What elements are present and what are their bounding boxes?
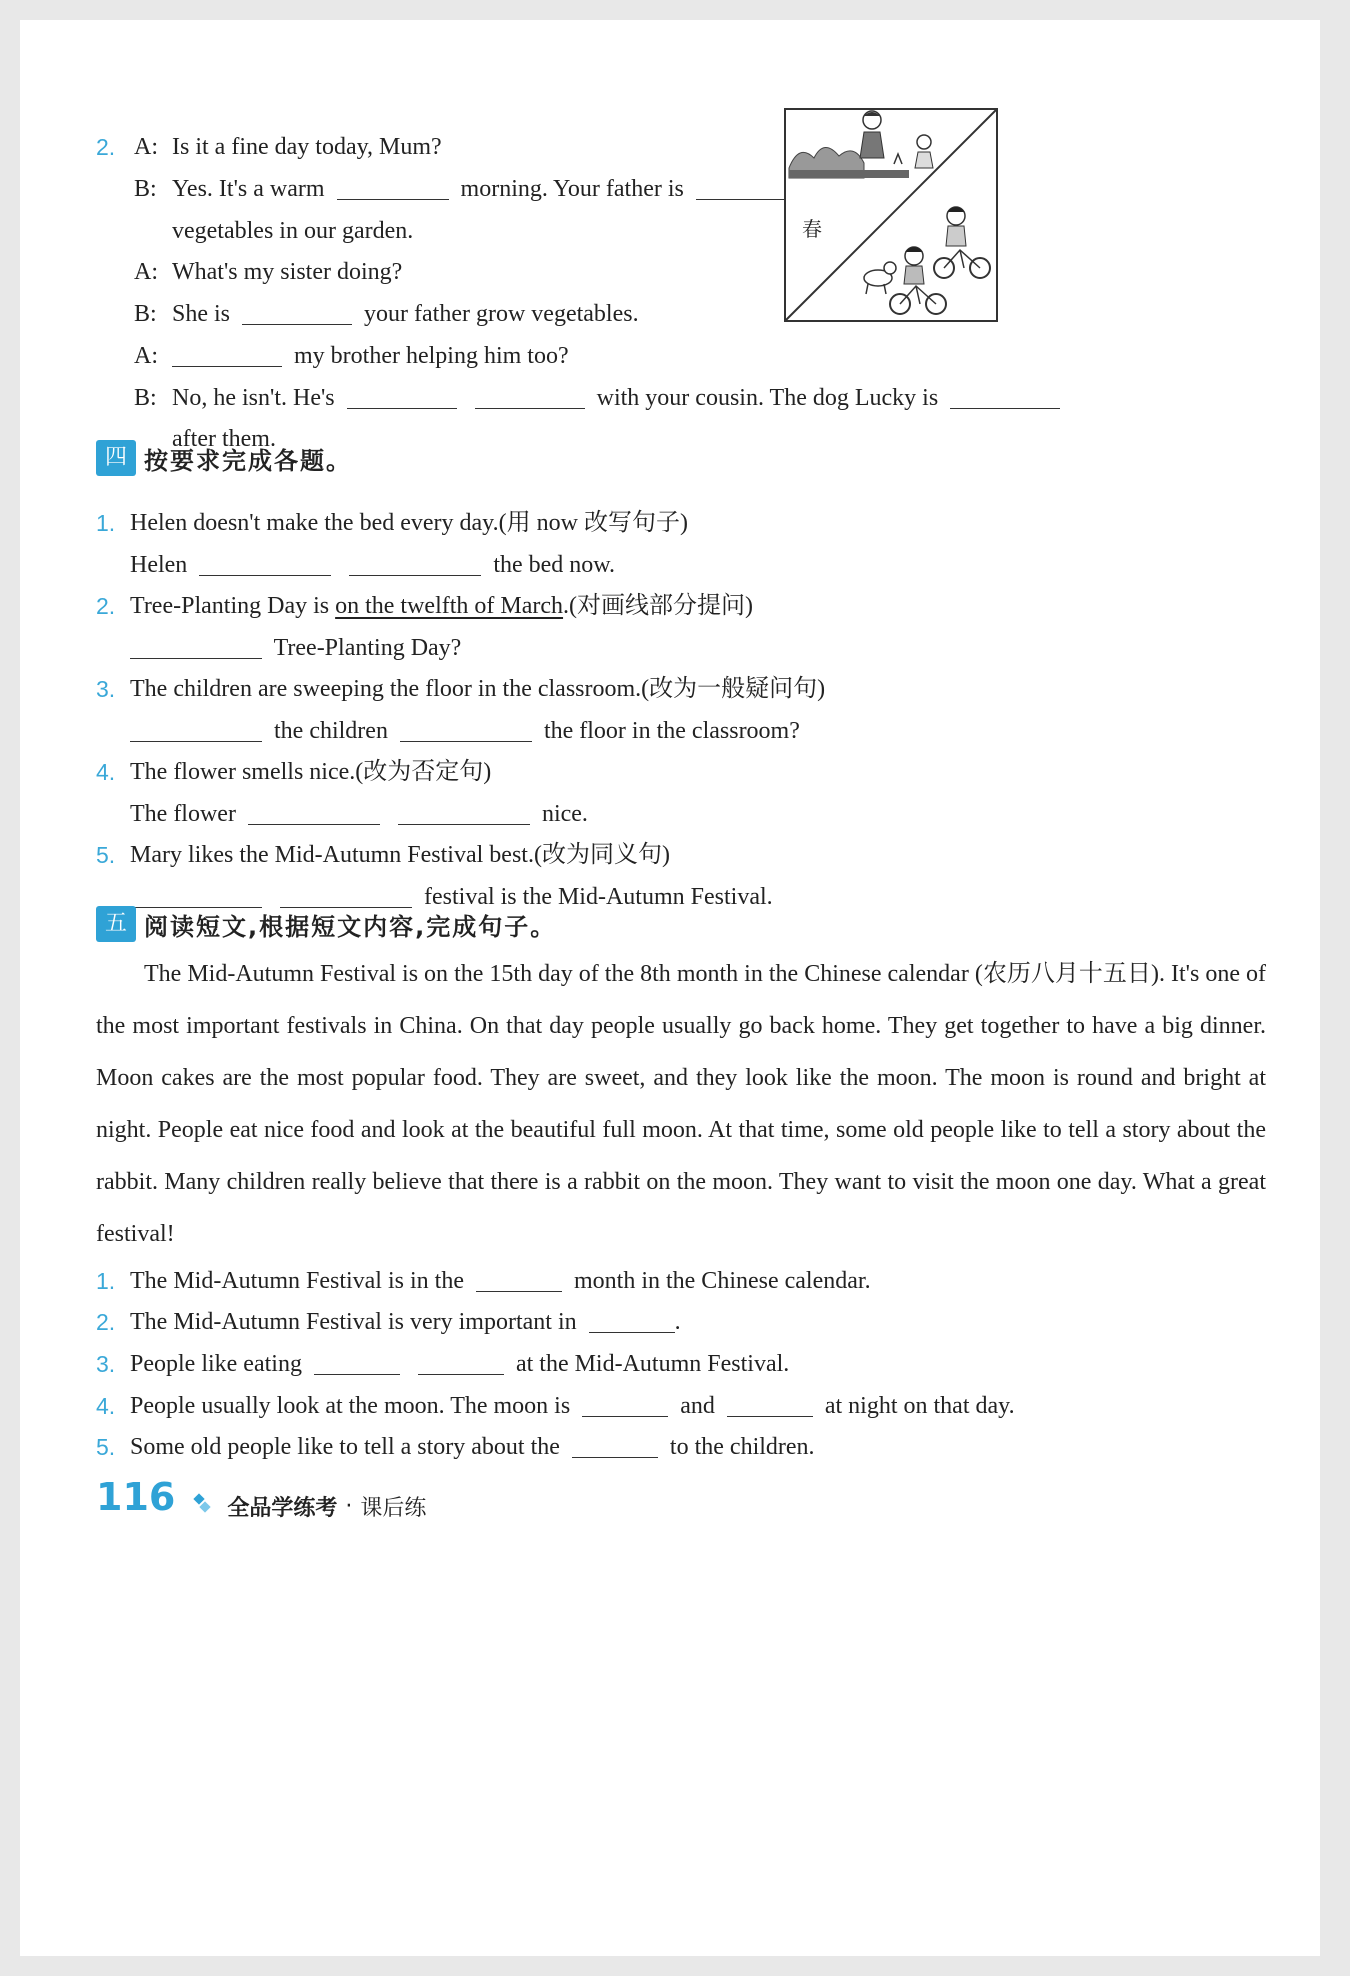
section-title: 阅读短文,根据短文内容,完成句子。 [144,912,557,941]
section-title: 按要求完成各题。 [144,446,352,475]
answer-blank[interactable] [172,342,282,367]
question-number: 2. [96,134,116,160]
reading-passage [96,948,1266,1260]
speaker-label: B: [134,385,157,411]
section-badge: 四 [96,440,136,476]
dialogue-text: after them. [172,426,276,452]
section4-answer-1 [130,550,615,580]
answer-blank[interactable] [130,634,262,659]
question-text: Some old people like to tell a story about the [130,1434,560,1460]
page-number: 116 [96,1475,176,1519]
section-badge: 五 [96,906,136,942]
question-text: Tree-Planting Day is [130,593,336,619]
answer-blank[interactable] [400,717,532,742]
answer-suffix: the floor in the classroom? [543,718,800,744]
worksheet-page [20,20,1320,1956]
question-text: The Mid-Autumn Festival is in the [130,1268,464,1294]
dialogue-line-7 [134,383,939,413]
question-text: People usually look at the moon. The moon is [130,1393,571,1419]
dialogue-text: with your cousin. The dog Lucky is [596,385,939,411]
dialogue-text: your father grow vegetables. [364,301,639,327]
speaker-label: A: [134,134,158,160]
spring-illustration [784,108,998,322]
underlined-phrase: on the twelfth of March [335,593,564,619]
answer-middle: the children [274,718,388,744]
answer-suffix: nice. [541,801,588,827]
answer-blank[interactable] [314,1350,400,1375]
question-number: 1. [96,510,116,536]
answer-blank[interactable] [349,551,481,576]
section4-item-4 [96,757,492,788]
answer-suffix: festival is the Mid-Autumn Festival. [424,884,773,910]
question-text: Helen doesn't make the bed every day.(用 now 改写句子) [130,510,688,536]
answer-blank[interactable] [248,800,380,825]
question-text: at the Mid-Autumn Festival. [515,1351,790,1377]
section4-answer-3 [130,716,800,746]
section4-answer-4 [130,799,588,829]
dialogue-text: What's my sister doing? [172,259,403,285]
dialogue-text: my brother helping him too? [294,343,569,369]
dialogue-text: Is it a fine day today, Mum? [172,134,442,160]
question-number: 5. [96,1434,116,1460]
answer-suffix: the bed now. [493,552,616,578]
section5-item-3 [96,1349,790,1380]
answer-blank[interactable] [337,175,449,200]
dialogue-text: She is [172,301,231,327]
question-text: The children are sweeping the floor in the classroom.(改为一般疑问句) [130,676,826,702]
section4-item-3 [96,674,826,705]
answer-blank[interactable] [475,384,585,409]
dialogue-text: Yes. It's a warm [172,176,325,202]
dialogue-text: vegetables in our garden. [172,218,414,244]
section5-item-1 [96,1266,871,1297]
question-number: 3. [96,1351,116,1377]
answer-blank[interactable] [347,384,457,409]
answer-suffix: Tree-Planting Day? [273,635,462,661]
question-text: month in the Chinese calendar. [573,1268,871,1294]
question-text: at night on that day. [824,1393,1015,1419]
question-number: 3. [96,676,116,702]
diamond-icon [191,1493,213,1520]
speaker-label: B: [134,176,157,202]
answer-blank[interactable] [589,1308,675,1333]
speaker-label: B: [134,301,157,327]
answer-blank[interactable] [582,1392,668,1417]
dialogue-line-6 [134,341,569,371]
passage-text: The Mid-Autumn Festival is on the 15th day of the 8th month in the Chinese calendar (农历八月十五日). It's one of the most important festivals in China. On that day people usually go back home. They get together to have a big dinner. Moon cakes are the most popular food. They are sweet, and they look like the moon. The moon is round and bright at night. People eat nice food and look at the beautiful full moon. At that time, some old people like to tell a story about the rabbit. Many children really believe that there is a rabbit on the moon. They want to visit the moon one day. What a great festival! [96,961,1266,1247]
answer-blank[interactable] [476,1267,562,1292]
question-text: People like eating [130,1351,302,1377]
question-number: 4. [96,1393,116,1419]
footer-subtitle: 课后练 [360,1495,427,1521]
section-4-heading [96,440,352,476]
answer-blank[interactable] [727,1392,813,1417]
question-text: The Mid-Autumn Festival is very important in [130,1309,577,1335]
dialogue-text: morning. Your father is [460,176,684,202]
answer-blank[interactable] [572,1433,658,1458]
question-number: 2. [96,1309,116,1335]
dialogue-line-3 [172,216,413,246]
speaker-label: A: [134,343,158,369]
question-instruction: .(对画线部分提问) [563,593,754,619]
question-number: 4. [96,759,116,785]
question-text: . [674,1309,681,1335]
section4-item-5 [96,840,670,871]
dialogue-line-4 [134,257,403,287]
question-text: The flower smells nice.(改为否定句) [130,759,492,785]
illustration-graphic [784,108,998,322]
speaker-label: A: [134,259,158,285]
answer-prefix: Helen [130,552,188,578]
question-number: 1. [96,1268,116,1294]
dialogue-text: No, he isn't. He's [172,385,335,411]
section4-item-2 [96,591,754,622]
dialogue-line-2 [134,174,684,204]
picture-label: 春 [802,217,822,241]
section5-item-5 [96,1432,815,1463]
dialogue-line-1 [96,132,442,163]
answer-blank[interactable] [242,300,352,325]
question-text: Mary likes the Mid-Autumn Festival best.(改为同义句) [130,842,670,868]
answer-blank[interactable] [398,800,530,825]
page-footer [96,1475,426,1522]
answer-blank[interactable] [199,551,331,576]
answer-blank[interactable] [418,1350,504,1375]
answer-blank[interactable] [130,717,262,742]
dialogue-line-5 [134,299,639,329]
question-text: to the children. [669,1434,815,1460]
section5-item-4 [96,1391,1015,1422]
section-5-heading [96,906,556,942]
question-text: and [680,1393,715,1419]
footer-separator: · [345,1493,353,1519]
answer-blank[interactable] [280,883,412,908]
question-number: 5. [96,842,116,868]
answer-prefix: The flower [130,801,236,827]
brand-name: 全品学练考 [227,1495,338,1521]
section5-item-2 [96,1307,681,1338]
section4-item-1 [96,508,688,539]
answer-blank[interactable] [950,384,1060,409]
answer-blank[interactable] [130,883,262,908]
question-number: 2. [96,593,116,619]
section4-answer-2 [130,633,461,663]
